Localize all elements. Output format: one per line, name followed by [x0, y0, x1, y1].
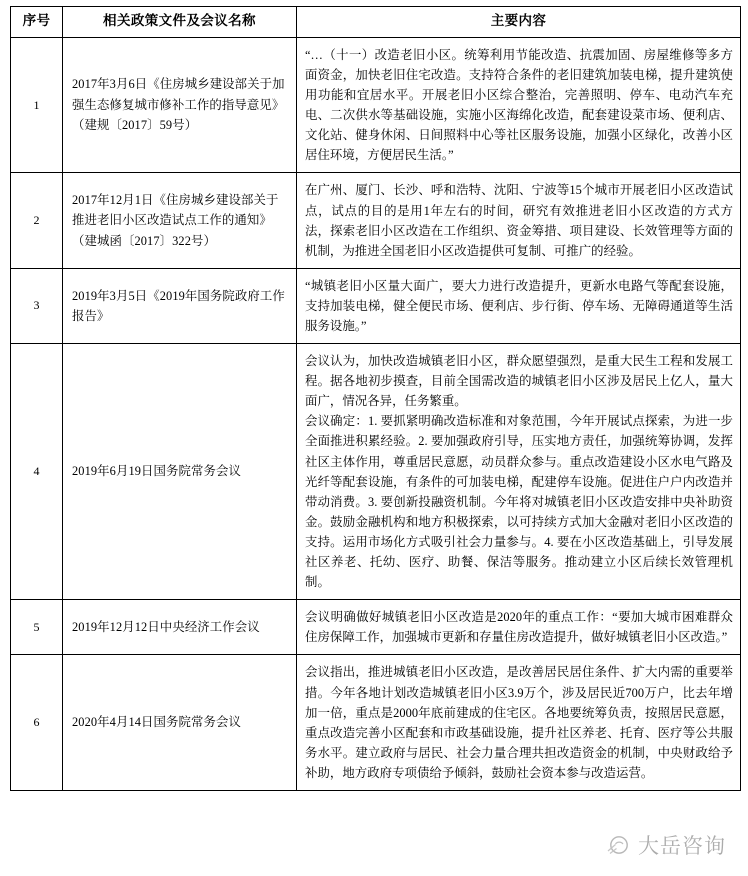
column-header-document: 相关政策文件及会议名称 — [63, 7, 297, 38]
table-header — [11, 7, 741, 38]
row-main-content — [297, 344, 741, 600]
row-main-content: “…（十一）改造老旧小区。统筹利用节能改造、抗震加固、房屋维修等多方面资金，加快老旧住宅改造。支持符合条件的老旧建筑加装电梯，提升建筑使用功能和宜居水平。开展老旧小区综合整治，完善照明、停车、电动汽车充电、二次供水等基础设施，实施小区海绵化改造，配套建设菜市场、便利店、文化站、健身休闲、日间照料中心等社区服务设施，加强小区绿化，改善小区居住环境，方便居民生活。” — [297, 37, 741, 173]
row-sequence-number: 6 — [11, 655, 63, 791]
row-sequence-number: 2 — [11, 173, 63, 268]
column-header-seq: 序号 — [11, 7, 63, 38]
table-row — [11, 655, 741, 791]
policy-table — [10, 6, 741, 791]
row-document-name: 2019年6月19日国务院常务会议 — [63, 344, 297, 600]
table-row — [11, 37, 741, 173]
row-document-name: 2020年4月14日国务院常务会议 — [63, 655, 297, 791]
row-sequence-number: 4 — [11, 344, 63, 600]
row-document-name: 2017年3月6日《住房城乡建设部关于加强生态修复城市修补工作的指导意见》（建规〔2017〕59号） — [63, 37, 297, 173]
row-main-content: 会议明确做好城镇老旧小区改造是2020年的重点工作：“要加大城市困难群众住房保障工作，加强城市更新和存量住房改造提升，做好城镇老旧小区改造。” — [297, 600, 741, 655]
row-main-content: 在广州、厦门、长沙、呼和浩特、沈阳、宁波等15个城市开展老旧小区改造试点，试点的目的是用1年左右的时间，研究有效推进老旧小区改造的方式方法，探索老旧小区改造在工作组织、资金筹措、项目建设、长效管理等方面的机制，为推进全国老旧小区改造提供可复制、可推广的经验。 — [297, 173, 741, 268]
watermark-text: 大岳咨询 — [638, 835, 726, 858]
watermark — [606, 830, 726, 860]
row-document-name: 2019年3月5日《2019年国务院政府工作报告》 — [63, 268, 297, 343]
row-document-name: 2017年12月1日《住房城乡建设部关于推进老旧小区改造试点工作的通知》（建城函〔2017〕322号） — [63, 173, 297, 268]
row-document-name: 2019年12月12日中央经济工作会议 — [63, 600, 297, 655]
table-row — [11, 344, 741, 600]
row-main-content: 会议指出，推进城镇老旧小区改造，是改善居民居住条件、扩大内需的重要举措。今年各地计划改造城镇老旧小区3.9万个，涉及居民近700万户，比去年增加一倍，重点是2000年底前建成的住宅区。各地要统筹负责，按照居民意愿，重点改造完善小区配套和市政基础设施，提升社区养老、托育、医疗等公共服务水平。建立政府与居民、社会力量合理共担改造资金的机制，中央财政给予补助，地方政府专项债给予倾斜，鼓励社会资本参与改造运营。 — [297, 655, 741, 791]
column-header-content: 主要内容 — [297, 7, 741, 38]
circular-logo-icon — [606, 832, 632, 858]
table-row — [11, 600, 741, 655]
table-row — [11, 268, 741, 343]
content-paragraph: 会议确定：1. 要抓紧明确改造标准和对象范围，今年开展试点探索，为进一步全面推进积累经验。2. 要加强政府引导，压实地方责任，加强统筹协调，发挥社区主体作用，尊重居民意愿，动员群众参与。重点改造建设小区水电气路及光纤等配套设施，有条件的可加装电梯，配建停车设施。促进住户户内改造并带动消费。3. 要创新投融资机制。今年将对城镇老旧小区改造安排中央补助资金。鼓励金融机构和地方积极探索，以可持续方式加大金融对老旧小区改造的支持。运用市场化方式吸引社会力量参与。4. 要在小区改造基础上，引导发展社区养老、托幼、医疗、助餐、保洁等服务。推动建立小区后续长效管理机制。 — [305, 414, 733, 590]
table-header-row — [11, 7, 741, 38]
row-main-content: “城镇老旧小区量大面广，要大力进行改造提升，更新水电路气等配套设施，支持加装电梯，健全便民市场、便利店、步行街、停车场、无障碍通道等生活服务设施。” — [297, 268, 741, 343]
row-sequence-number: 3 — [11, 268, 63, 343]
table-body — [11, 37, 741, 790]
content-paragraph: 会议认为，加快改造城镇老旧小区，群众愿望强烈，是重大民生工程和发展工程。据各地初步摸查，目前全国需改造的城镇老旧小区涉及居民上亿人，量大面广，情况各异，任务繁重。 — [305, 354, 733, 409]
row-sequence-number: 1 — [11, 37, 63, 173]
table-row — [11, 173, 741, 268]
row-sequence-number: 5 — [11, 600, 63, 655]
